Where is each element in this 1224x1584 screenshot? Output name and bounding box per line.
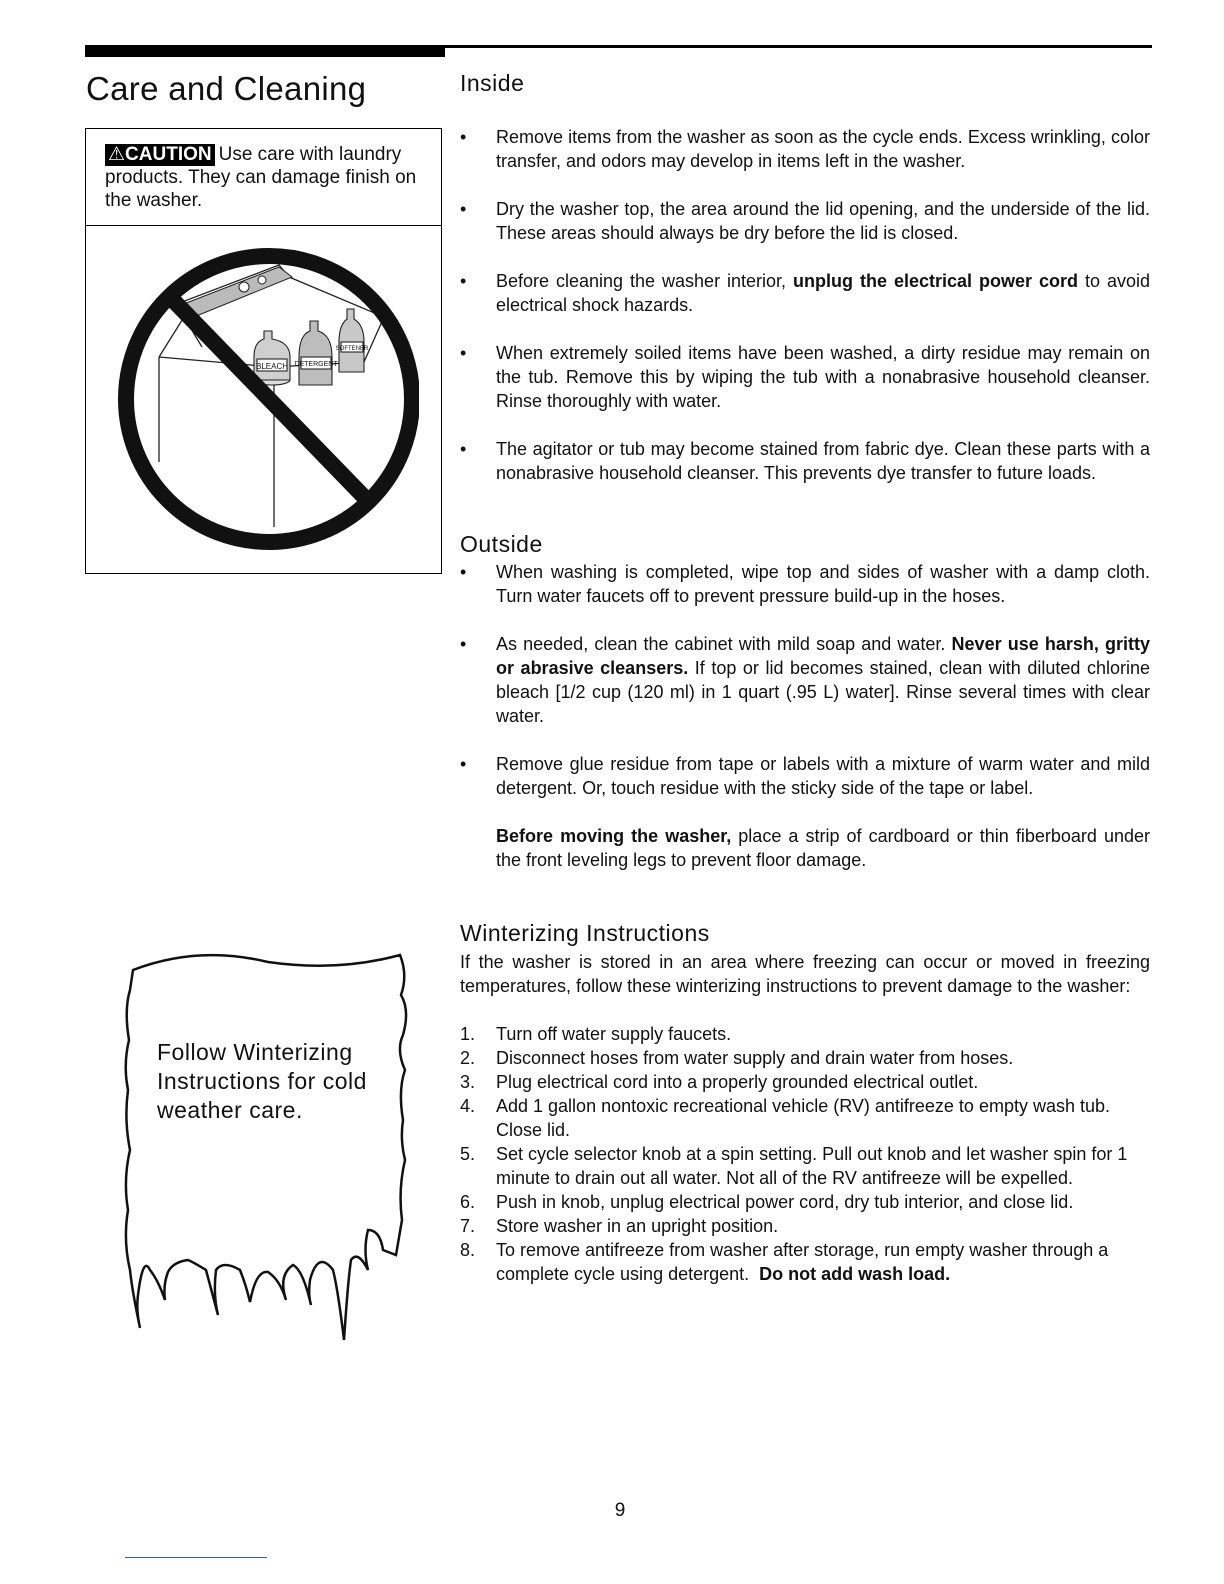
step-text: Turn off water supply faucets.: [496, 1024, 732, 1044]
bottle-label-detergent: DETERGENT: [294, 361, 338, 368]
caution-text-block: [105, 143, 425, 212]
list-item: • When extremely soiled items have been washed, a dirty residue may remain on the tub. Remove this by wiping the tub with a nonabrasive household cleanser. Rinse thoroughly with water.: [460, 341, 1150, 413]
step-text: Set cycle selector knob at a spin setting. Pull out knob and let washer spin for 1 minute to drain out all water. Not all of the RV antifreeze will be expelled.: [496, 1144, 1128, 1188]
moving-washer-note-text: place a strip of cardboard or thin fiberboard under the front leveling legs to prevent floor damage.: [496, 826, 1150, 870]
step-item: [460, 1142, 1150, 1190]
list-item: • Remove items from the washer as soon as the cycle ends. Excess wrinkling, color transfer, and odors may develop in items left in the washer.: [460, 125, 1150, 173]
header-rule-thick: [85, 45, 445, 57]
list-item-text: Before cleaning the washer interior,: [496, 271, 794, 291]
no-products-on-washer-illustration: [114, 247, 419, 557]
caution-message: Use care with laundry products. They can damage finish on the washer.: [105, 144, 417, 211]
caution-box: [85, 128, 442, 574]
step-number: 3.: [460, 1072, 476, 1092]
list-item-text: As needed, clean the cabinet with mild soap and water.: [496, 634, 952, 654]
caution-divider: [86, 225, 441, 226]
caution-badge: [105, 144, 215, 166]
step-item: [460, 1238, 1150, 1286]
list-item-text: If top or lid becomes stained, clean with diluted chlorine bleach [1/2 cup (120 ml) in 1 quart (.95 L) water]. Rinse several times with clear water.: [496, 658, 1151, 726]
moving-washer-note-bold: Before moving the washer,: [496, 826, 732, 846]
footer-link-underline: [125, 1557, 267, 1558]
bottle-label-bleach: BLEACH: [255, 362, 289, 371]
step-item: [460, 1022, 1150, 1046]
step-number: 8.: [460, 1240, 476, 1260]
step-text: Push in knob, unplug electrical power cord, dry tub interior, and close lid.: [496, 1192, 1074, 1212]
outside-section: [460, 531, 1150, 872]
list-item: [460, 269, 1150, 317]
winter-ice-block-icon: [118, 950, 413, 1345]
inside-heading: Inside: [460, 70, 525, 96]
step-item: [460, 1190, 1150, 1214]
step-text: Plug electrical cord into a properly grounded electrical outlet.: [496, 1072, 979, 1092]
step-text: Disconnect hoses from water supply and drain water from hoses.: [496, 1048, 1014, 1068]
page-title: Care and Cleaning: [86, 70, 367, 107]
list-item: [460, 632, 1150, 728]
step-number: 4.: [460, 1096, 476, 1116]
winterizing-steps: [460, 1022, 1150, 1286]
prohibition-slash-icon: [170, 297, 368, 501]
step-number: 5.: [460, 1144, 476, 1164]
header-rule-thin: [445, 45, 1152, 48]
page-number: 9: [614, 1500, 626, 1521]
inside-section: [460, 70, 1150, 485]
list-item: • Dry the washer top, the area around the lid opening, and the underside of the lid. These areas should always be dry before the lid is closed.: [460, 197, 1150, 245]
bottle-label-softener: SOFTENER: [335, 346, 369, 352]
step-number: 1.: [460, 1024, 476, 1044]
list-item-bold-text: Never use harsh, gritty or abrasive cleansers.: [496, 634, 1150, 678]
winterizing-intro: If the washer is stored in an area where freezing can occur or moved in freezing temperatures, follow these winterizing instructions to prevent damage to the washer:: [460, 952, 1150, 996]
step-bold-text: Do not add wash load.: [759, 1264, 951, 1284]
outside-list: [460, 560, 1150, 800]
step-number: 2.: [460, 1048, 476, 1068]
winterizing-section: [460, 920, 1150, 1286]
inside-list: [460, 125, 1150, 485]
step-item: [460, 1046, 1150, 1070]
step-item: [460, 1094, 1150, 1142]
list-item: • The agitator or tub may become stained from fabric dye. Clean these parts with a nonabrasive household cleanser. This prevents dye transfer to future loads.: [460, 437, 1150, 485]
list-item-text: to avoid electrical shock hazards.: [496, 271, 1150, 315]
step-number: 6.: [460, 1192, 476, 1212]
list-item: • When washing is completed, wipe top and sides of washer with a damp cloth. Turn water faucets off to prevent pressure build-up in the hoses.: [460, 560, 1150, 608]
outside-heading: Outside: [460, 531, 543, 557]
step-text: Store washer in an upright position.: [496, 1216, 779, 1236]
winterizing-heading: Winterizing Instructions: [460, 920, 710, 946]
step-item: [460, 1214, 1150, 1238]
step-text: To remove antifreeze from washer after storage, run empty washer through a complete cycle using detergent.: [496, 1240, 1114, 1284]
moving-washer-note: [460, 824, 1150, 872]
warning-triangle-icon: ⚠: [108, 144, 126, 165]
caution-badge-label: CAUTION: [125, 144, 212, 165]
winter-note-text: Follow Winterizing Instructions for cold weather care.: [157, 1039, 367, 1123]
step-item: [460, 1070, 1150, 1094]
list-item-bold-text: unplug the electrical power cord: [793, 271, 1078, 291]
list-item: • Remove glue residue from tape or labels with a mixture of warm water and mild detergent. Or, touch residue with the sticky side of the tape or label.: [460, 752, 1150, 800]
step-text: Add 1 gallon nontoxic recreational vehicle (RV) antifreeze to empty wash tub. Close lid.: [496, 1096, 1111, 1140]
step-number: 7.: [460, 1216, 476, 1236]
